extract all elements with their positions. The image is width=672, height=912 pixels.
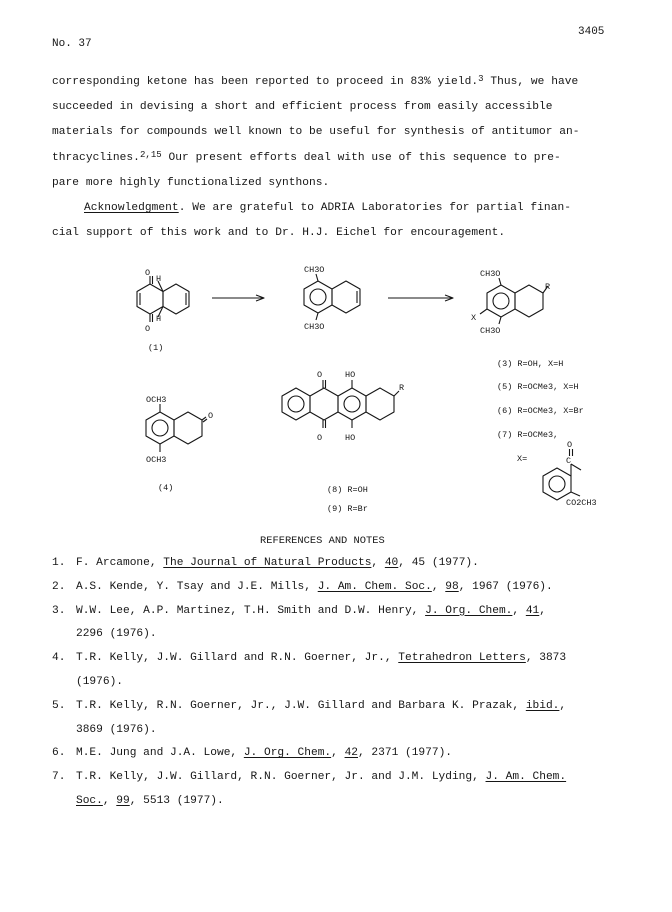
aryl-ester-structure — [543, 449, 581, 500]
compound-label-5: (5) R=OCMe3, X=H — [497, 382, 579, 392]
compound-1-structure — [137, 276, 189, 322]
compound-8-o-bottom: O — [317, 433, 323, 443]
reference-item: 1. F. Arcamone, The Journal of Natural Products, 40, 45 (1977). — [52, 557, 479, 569]
compound-3-r: R — [545, 282, 551, 292]
text-line: cial support of this work and to Dr. H.J. Eichel for encouragement. — [52, 227, 506, 240]
ester-carbon: C — [566, 456, 572, 466]
compound-label-3: (3) R=OH, X=H — [497, 359, 564, 369]
compound-4-label: (4) — [158, 483, 174, 493]
compound-1-h-top: H — [156, 274, 162, 284]
journal-name: J. Am. Chem. Soc. — [317, 580, 432, 593]
journal-name: J. Org. Chem. — [243, 747, 332, 760]
compound-1-label: (1) — [148, 343, 164, 353]
compound-7-x-label: X= — [517, 454, 528, 464]
compound-2-methoxy-bottom: CH3O — [304, 322, 325, 332]
text-line: materials for compounds well known to be useful for synthesis of antitumor an- — [52, 126, 580, 139]
compound-3-x: X — [471, 313, 477, 323]
compound-label-9: (9) R=Br — [327, 504, 368, 514]
text-line: succeeded in devising a short and efficient process from easily accessible — [52, 101, 553, 114]
compound-2-methoxy-top: CH3O — [304, 265, 325, 275]
issue-number: No. 37 — [52, 38, 92, 50]
compound-4-structure — [146, 404, 207, 452]
reference-item: 6. M.E. Jung and J.A. Lowe, J. Org. Chem., 42, 2371 (1977). — [52, 747, 452, 760]
citation: 3 — [478, 74, 484, 84]
reference-item: 3. W.W. Lee, A.P. Martinez, T.H. Smith and D.W. Henry, J. Org. Chem., 41, 2296 (1976). — [52, 604, 546, 641]
journal-name: Soc. — [76, 794, 103, 807]
volume: 41 — [525, 604, 540, 617]
compound-label-8: (8) R=OH — [327, 485, 368, 495]
ester-group: CO2CH3 — [566, 498, 597, 508]
compound-3-methoxy-top: CH3O — [480, 269, 501, 279]
reference-item: 2. A.S. Kende, Y. Tsay and J.E. Mills, J. Am. Chem. Soc., 98, 1967 (1976). — [52, 580, 553, 593]
reference-item: 4. T.R. Kelly, J.W. Gillard and R.N. Goerner, Jr., Tetrahedron Letters, 3873 (1976). — [52, 652, 567, 688]
compound-4-methoxy-top: OCH3 — [146, 395, 167, 405]
text-line: corresponding ketone has been reported to proceed in 83% yield.$^3$ Thus, we have — [52, 74, 579, 88]
compound-8-ho-bottom: HO — [345, 433, 356, 443]
compound-1-o-bottom: O — [145, 324, 151, 334]
journal-name: J. Am. Chem. — [485, 771, 567, 784]
journal-name: ibid. — [525, 699, 560, 712]
references-heading: REFERENCES AND NOTES — [260, 535, 385, 547]
acknowledgment: Acknowledgment. We are grateful to ADRIA Laboratories for partial finan- — [84, 202, 571, 215]
compound-1-h-bottom: H — [156, 314, 162, 324]
reference-item: 5. T.R. Kelly, R.N. Goerner, Jr., J.W. Gillard and Barbara K. Prazak, ibid., 3869 (1976). — [52, 699, 567, 736]
reference-item: 7. T.R. Kelly, J.W. Gillard, R.N. Goerner, Jr. and J.M. Lyding, J. Am. Chem. Soc., 99, 5513 (1977). — [52, 771, 567, 807]
compound-3-structure — [480, 278, 551, 324]
text-line: pare more highly functionalized synthons. — [52, 176, 330, 189]
journal-name: Tetrahedron Letters — [398, 652, 526, 665]
page-number: 3405 — [578, 26, 605, 38]
volume: 42 — [344, 747, 358, 760]
references-list — [52, 552, 652, 814]
compound-label-7: (7) R=OCMe3, — [497, 430, 559, 440]
journal-name: J. Org. Chem. — [425, 604, 513, 617]
compound-4-ketone-o: O — [208, 411, 214, 421]
compound-label-6: (6) R=OCMe3, X=Br — [497, 406, 584, 416]
ester-carbonyl-o: O — [567, 440, 573, 450]
volume: 40 — [384, 557, 399, 569]
acknowledgment-heading: Acknowledgment — [84, 202, 179, 215]
compound-8-ho-top: HO — [345, 370, 356, 380]
compound-8-r: R — [399, 383, 405, 393]
volume: 98 — [445, 580, 459, 593]
volume: 99 — [116, 794, 130, 807]
compound-2-structure — [304, 274, 360, 320]
citation: 2,15 — [139, 149, 162, 160]
text-line: thracyclines.$^{2,15}$ Our present efforts deal with use of this sequence to pre- — [52, 149, 561, 164]
compound-8-o-top: O — [317, 370, 323, 380]
compound-3-methoxy-bottom: CH3O — [480, 326, 501, 336]
compound-1-o-top: O — [145, 268, 151, 278]
compound-4-methoxy-bottom: OCH3 — [146, 455, 167, 465]
tetracyclic-structure — [282, 380, 399, 428]
journal-name: The Journal of Natural Products — [163, 557, 372, 569]
